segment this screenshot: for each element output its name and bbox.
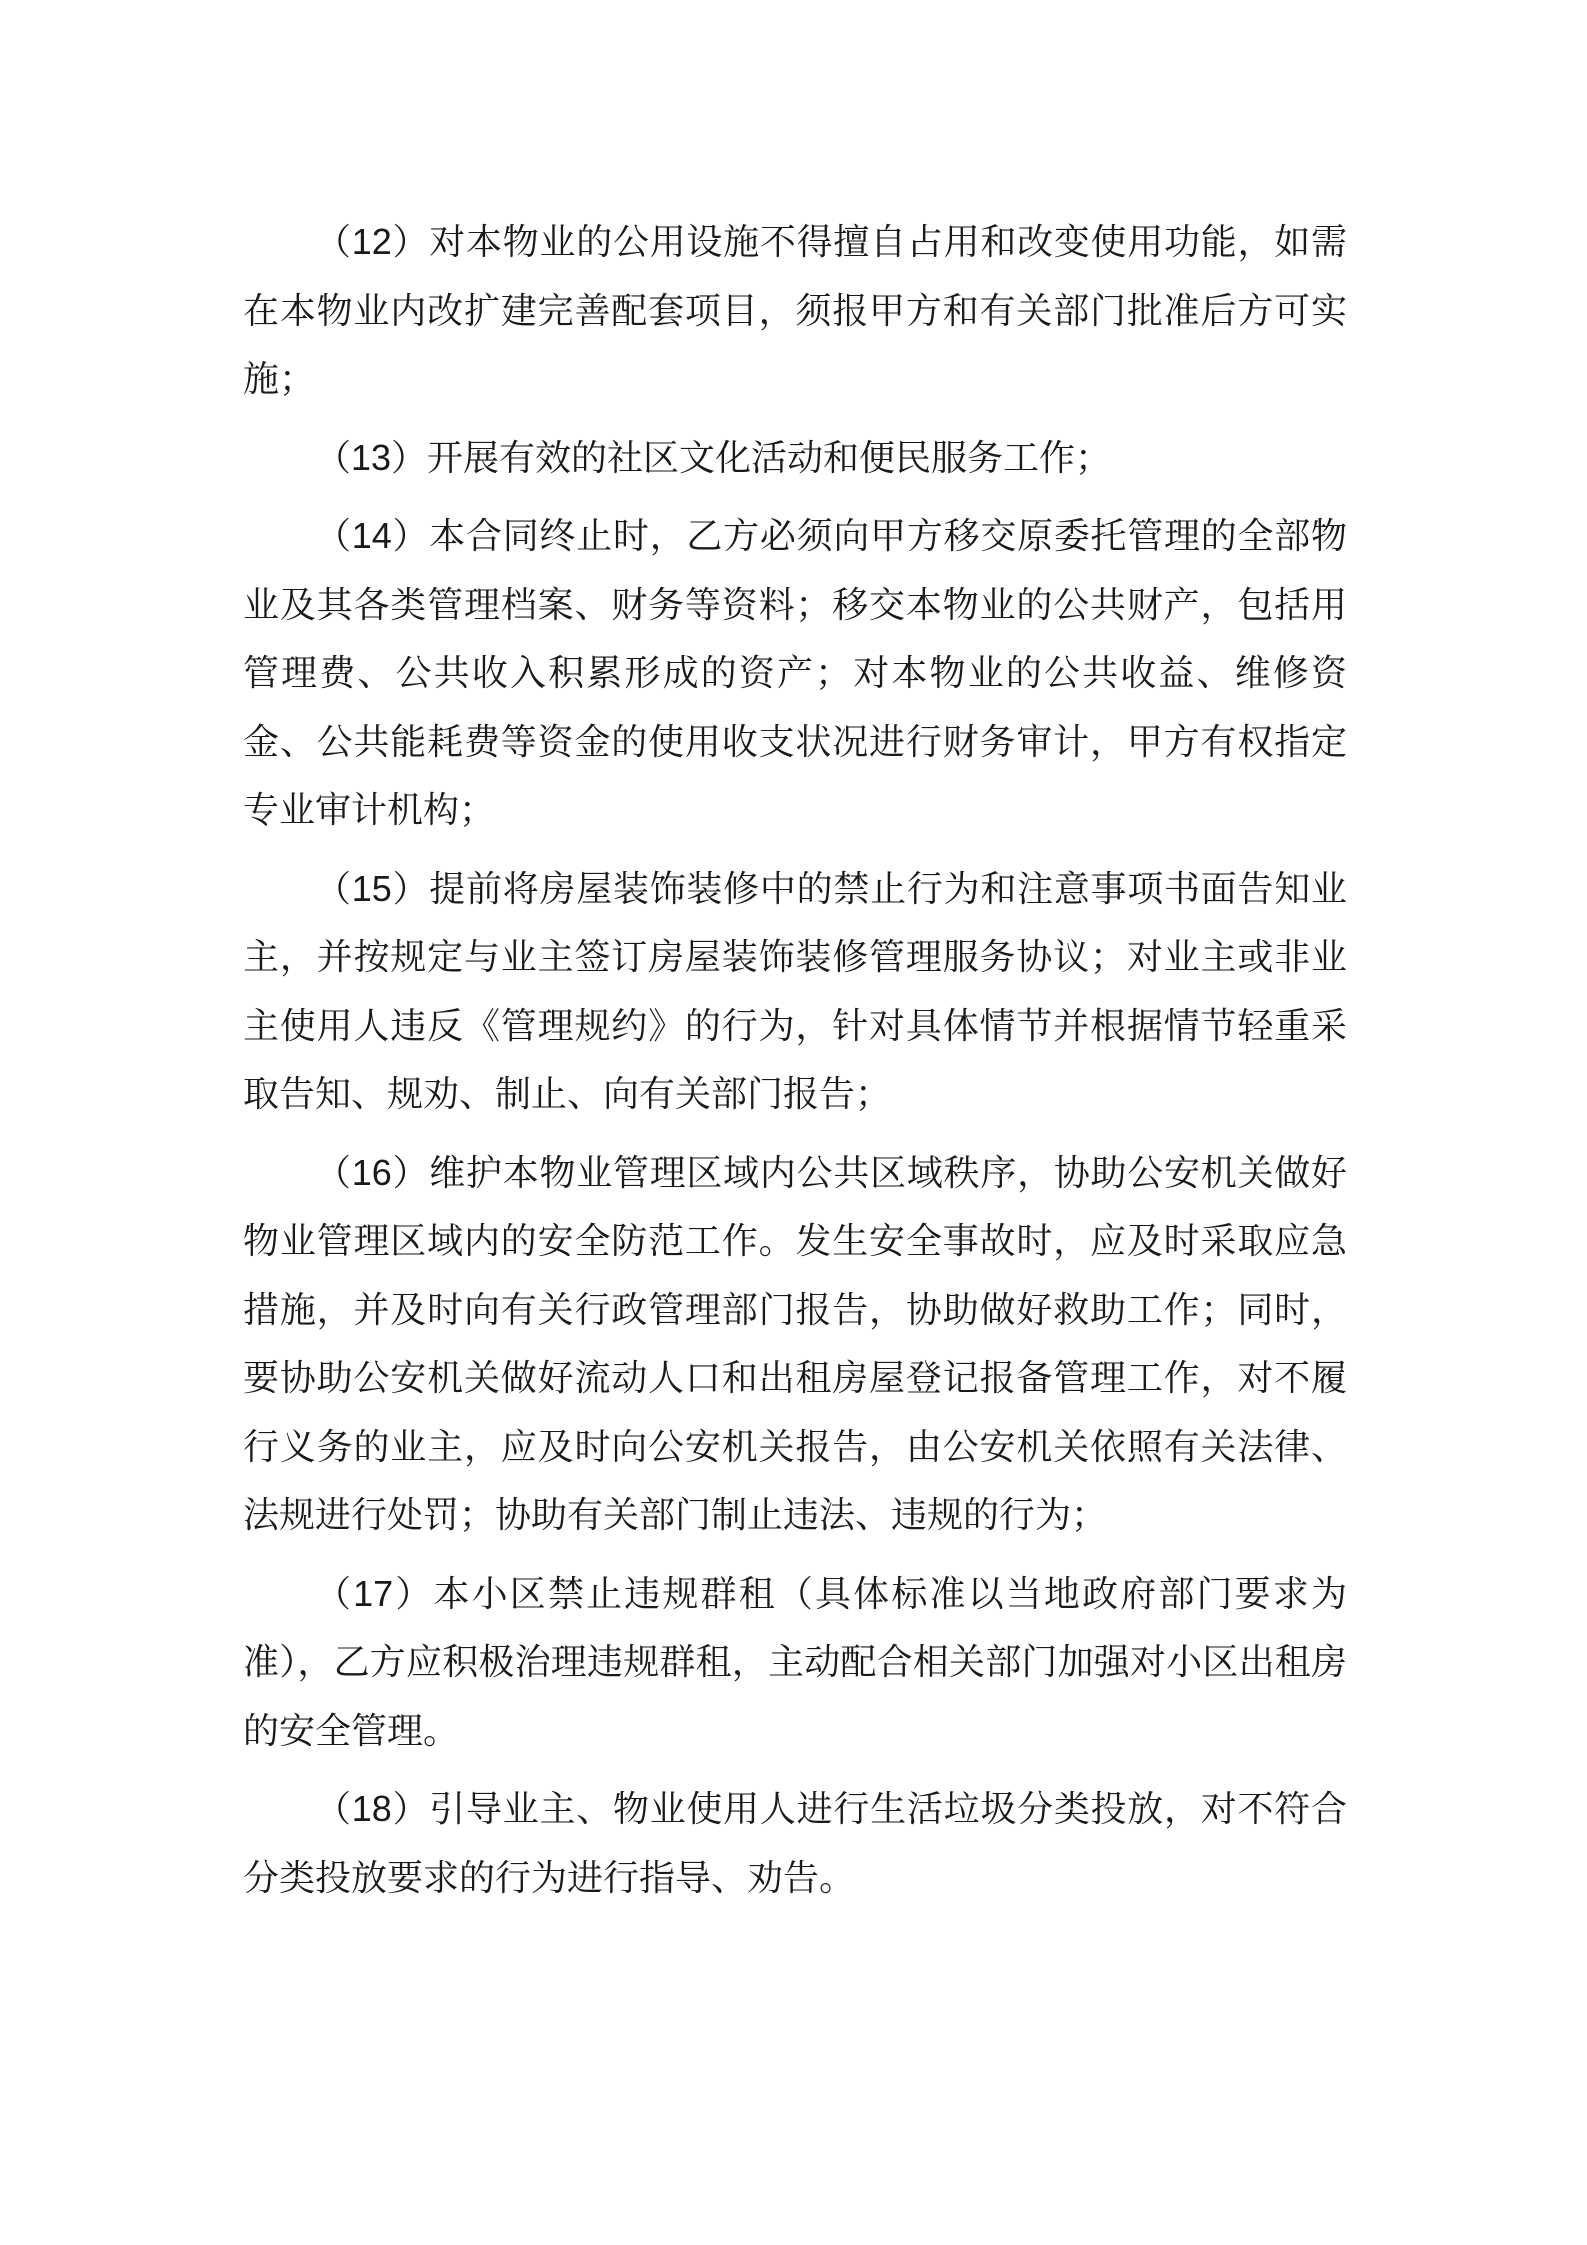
clause-text: 对本物业的公用设施不得擅自占用和改变使用功能，如需在本物业内改扩建完善配套项目，须报甲方和有关部门批准后方可实施；	[243, 222, 1347, 400]
clause-number: （14）	[315, 515, 430, 556]
clause-15	[243, 855, 1347, 1130]
clause-17	[243, 1560, 1347, 1767]
clause-number: （18）	[315, 1788, 430, 1829]
clause-number: （13）	[315, 436, 428, 478]
clause-18	[243, 1775, 1347, 1913]
clause-number: （15）	[315, 867, 430, 909]
clause-text: 开展有效的社区文化活动和便民服务工作；	[427, 437, 1112, 479]
clause-number: （16）	[315, 1151, 430, 1193]
clause-text: 本合同终止时，乙方必须向甲方移交原委托管理的全部物业及其各类管理档案、财务等资料；移交本物业的公共财产，包括用管理费、公共收入积累形成的资产；对本物业的公共收益、维修资金、公共能耗费等资金的使用收支状况进行财务审计，甲方有权指定专业审计机构；	[243, 516, 1347, 831]
clause-text: 维护本物业管理区域内公共区域秩序，协助公安机关做好物业管理区域内的安全防范工作。发生安全事故时，应及时采取应急措施，并及时向有关行政管理部门报告，协助做好救助工作；同时，要协助公安机关做好流动人口和出租房屋登记报备管理工作，对不履行义务的业主，应及时向公安机关报告，由公安机关依照有关法律、法规进行处罚；协助有关部门制止违法、违规的行为；	[243, 1152, 1347, 1536]
clause-text: 提前将房屋装饰装修中的禁止行为和注意事项书面告知业主，并按规定与业主签订房屋装饰装修管理服务协议；对业主或非业主使用人违反《管理规约》的行为，针对具体情节并根据情节轻重采取告知、规劝、制止、向有关部门报告；	[243, 868, 1347, 1115]
clause-14	[243, 502, 1347, 846]
clause-text: 本小区禁止违规群租（具体标准以当地政府部门要求为准），乙方应积极治理违规群租，主动配合相关部门加强对小区出租房的安全管理。	[243, 1573, 1347, 1752]
clause-12	[243, 208, 1347, 415]
clause-text: 引导业主、物业使用人进行生活垃圾分类投放，对不符合分类投放要求的行为进行指导、劝告。	[243, 1789, 1347, 1899]
clause-number: （12）	[315, 221, 430, 262]
clause-13	[243, 424, 1347, 494]
clause-number: （17）	[315, 1572, 434, 1614]
document-body	[243, 208, 1347, 1922]
clause-16	[243, 1139, 1347, 1551]
